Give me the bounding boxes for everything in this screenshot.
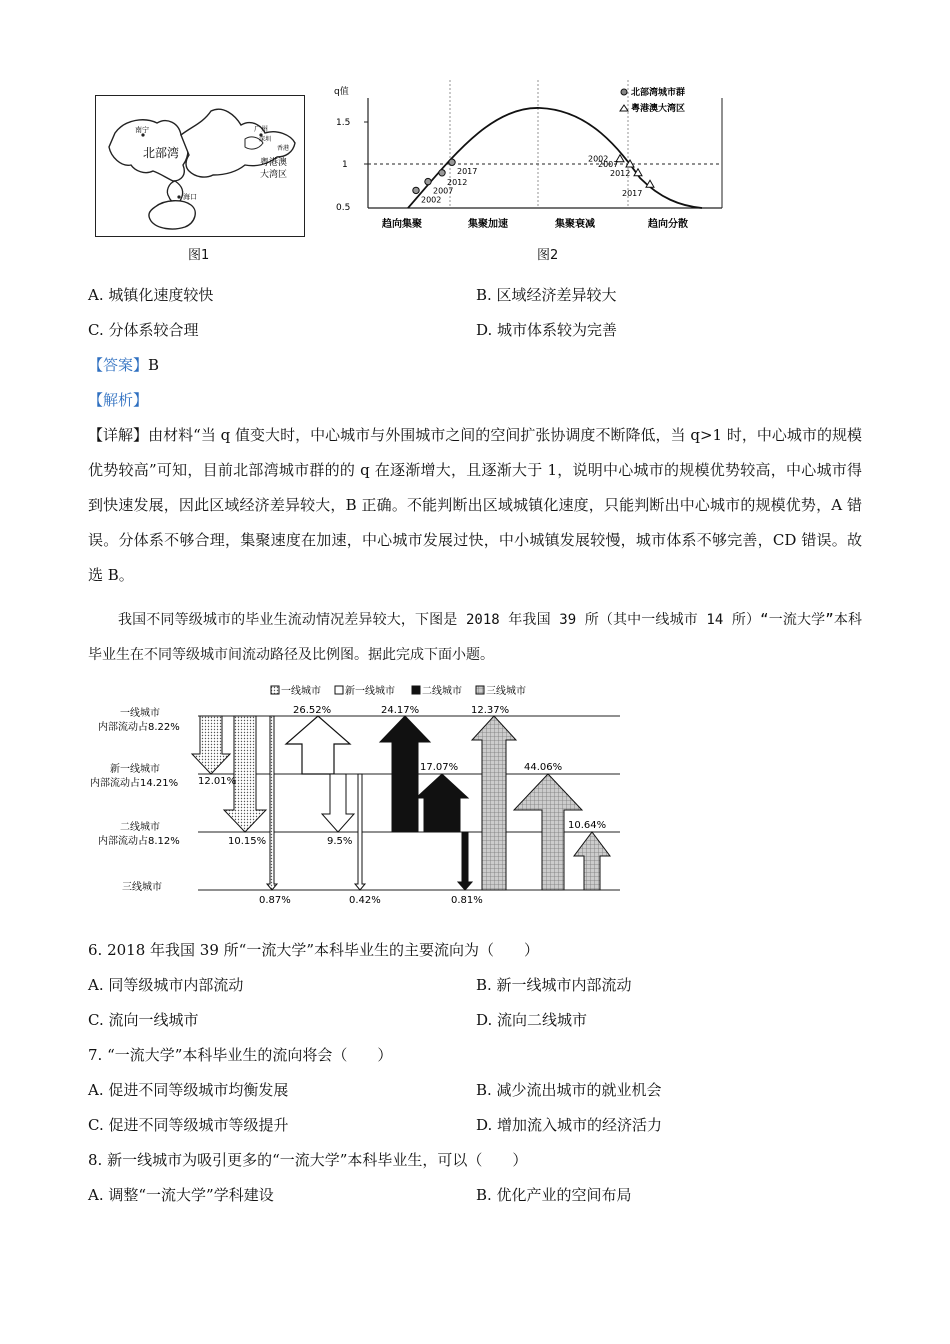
- fig3-flow-t1-to-new: 12.01%: [198, 776, 237, 787]
- map-label-beibuwan: 北部湾: [143, 146, 180, 160]
- fig2-gba-year-label: 2007: [598, 160, 619, 169]
- fig2-legend-triangle-icon: [620, 105, 628, 111]
- figure1-map: [95, 95, 305, 237]
- fig3-flow-t3-to-new: 44.06%: [524, 762, 563, 773]
- fig3-flow-t2-to-new: 17.07%: [420, 762, 459, 773]
- fig3-legend-new-tier1: 新一线城市: [345, 686, 395, 697]
- map-label-haikou: 海口: [183, 193, 197, 201]
- fig3-flow-t1-to-t3: 0.87%: [259, 895, 291, 906]
- figure3-flow-svg: [90, 680, 630, 910]
- fig3-label-tier2-internal: 内部流动占8.12%: [98, 836, 180, 847]
- q6-option-d[interactable]: D. 流向二线城市: [476, 1011, 588, 1029]
- fig3-flow-t3-to-t1: 12.37%: [471, 705, 510, 716]
- q7-option-b[interactable]: B. 减少流出城市的就业机会: [476, 1081, 662, 1099]
- fig2-y-axis-label: q值: [334, 87, 349, 97]
- fig2-gba-year-label: 2017: [622, 189, 643, 199]
- fig3-legend-tier1: 一线城市: [281, 686, 321, 697]
- map-label-shenzhen: 深圳: [259, 136, 272, 143]
- fig3-arrow-t3-to-t1: [472, 716, 516, 890]
- fig3-legend-tier2-icon: [412, 686, 420, 694]
- q8-stem: 8. 新一线城市为吸引更多的“一流大学”本科毕业生，可以（ ）: [88, 1151, 528, 1169]
- map-label-hongkong: 香港: [277, 145, 290, 152]
- fig2-series-marks: [413, 155, 654, 205]
- fig3-legend-tier3: 三线城市: [486, 686, 526, 697]
- fig2-gba-year-label: 2012: [610, 168, 631, 178]
- fig3-label-new-tier1: 新一线城市: [110, 764, 160, 775]
- fig3-flow-t1-to-t2: 10.15%: [228, 836, 267, 847]
- fig3-flow-new-to-t3: 0.42%: [349, 895, 381, 906]
- q7-option-a[interactable]: A. 促进不同等级城市均衡发展: [88, 1081, 289, 1099]
- map-label-gba: 粤港澳: [260, 158, 288, 168]
- fig3-legend-tier3-icon: [476, 686, 484, 694]
- map-label-gba2: 大湾区: [260, 170, 288, 180]
- q6-stem: 6. 2018 年我国 39 所“一流大学”本科毕业生的主要流向为（ ）: [88, 941, 539, 959]
- q8-option-a[interactable]: A. 调整“一流大学”学科建设: [88, 1186, 274, 1204]
- q5-option-b[interactable]: B. 区域经济差异较大: [476, 286, 617, 304]
- intro-paragraph: 我国不同等级城市的毕业生流动情况差异较大，下图是 2018 年我国 39 所（其中一线城市 14 所）“一流大学”本科毕业生在不同等级城市间流动路径及比例图。据此完成下面小题。: [88, 612, 862, 663]
- fig2-beibuwan-year-label: 2012: [447, 177, 468, 187]
- fig2-y-tick-0-5: 0.5: [336, 203, 351, 213]
- fig3-legend-new-tier1-icon: [335, 686, 343, 694]
- q7-option-c[interactable]: C. 促进不同等级城市等级提升: [88, 1116, 289, 1134]
- fig3-flow-t3-to-t2: 10.64%: [568, 820, 607, 831]
- fig2-beibuwan-year-label: 2002: [421, 195, 442, 205]
- fig3-arrow-t2-to-t3: [458, 832, 472, 890]
- q7-stem: 7. “一流大学”本科毕业生的流向将会（ ）: [88, 1046, 393, 1064]
- map-label-guangzhou: 广州: [254, 125, 268, 133]
- fig2-stage-4: 趋向分散: [648, 219, 688, 230]
- fig3-label-new-tier1-internal: 内部流动占14.21%: [90, 778, 179, 789]
- figure3-flow-chart: [90, 680, 630, 910]
- fig3-legend-tier2: 二线城市: [422, 686, 462, 697]
- detail-paragraph: [88, 418, 862, 593]
- fig2-beibuwan-point: [439, 170, 445, 176]
- fig2-stage-3: 集聚衰减: [555, 219, 595, 230]
- q5-option-d[interactable]: D. 城市体系较为完善: [476, 321, 618, 339]
- fig2-legend-gba: 粤港澳大湾区: [631, 104, 686, 114]
- fig3-arrow-new-to-t1: [286, 716, 350, 774]
- fig2-y-tick-1-5: 1.5: [336, 118, 351, 128]
- q5-option-a[interactable]: A. 城镇化速度较快: [88, 286, 214, 304]
- fig2-beibuwan-year-label: 2017: [457, 167, 478, 177]
- answer-label: 【答案】: [88, 356, 149, 374]
- answer-line: [88, 355, 159, 375]
- figure2-caption: 图2: [537, 248, 559, 263]
- detail-label: 【详解】: [88, 426, 149, 444]
- fig3-flow-t2-to-t3: 0.81%: [451, 895, 483, 906]
- figure1-map-svg: [95, 95, 305, 237]
- figure2-chart-svg: [330, 80, 730, 238]
- q6-option-c[interactable]: C. 流向一线城市: [88, 1011, 199, 1029]
- figure2-chart: [330, 80, 730, 238]
- fig3-label-tier1-internal: 内部流动占8.22%: [98, 722, 180, 733]
- fig3-arrow-t2-to-new: [416, 774, 468, 832]
- fig3-flow-new-to-t2: 9.5%: [327, 836, 353, 847]
- fig2-y-tick-1: 1: [342, 160, 348, 170]
- fig3-flow-new-to-t1: 26.52%: [293, 705, 332, 716]
- answer-value: B: [148, 356, 160, 374]
- q6-option-a[interactable]: A. 同等级城市内部流动: [88, 976, 244, 994]
- fig3-arrow-t1-to-t3: [267, 716, 277, 890]
- fig2-beibuwan-point: [449, 159, 455, 165]
- q6-option-b[interactable]: B. 新一线城市内部流动: [476, 976, 632, 994]
- fig3-label-tier3: 三线城市: [122, 882, 162, 893]
- fig3-legend-tier1-icon: [271, 686, 279, 694]
- q7-option-d[interactable]: D. 增加流入城市的经济活力: [476, 1116, 663, 1134]
- analysis-label: 【解析】: [88, 391, 149, 409]
- fig3-arrow-t1-to-new: [192, 716, 230, 774]
- fig3-arrow-t3-to-t2: [574, 832, 610, 890]
- map-label-nanning: 南宁: [135, 126, 149, 134]
- q8-option-b[interactable]: B. 优化产业的空间布局: [476, 1186, 632, 1204]
- fig2-gba-year-label: 2002: [588, 154, 609, 164]
- fig3-flow-t2-to-t1: 24.17%: [381, 705, 420, 716]
- fig2-beibuwan-point: [425, 178, 431, 184]
- figure1-caption: 图1: [188, 248, 210, 263]
- fig2-beibuwan-year-label: 2007: [433, 186, 454, 196]
- fig3-label-tier1: 一线城市: [120, 708, 160, 719]
- fig2-stage-1: 趋向集聚: [382, 219, 422, 230]
- fig2-legend-circle-icon: [621, 89, 627, 95]
- q5-option-c[interactable]: C. 分体系较合理: [88, 321, 199, 339]
- fig3-label-tier2: 二线城市: [120, 822, 160, 833]
- fig2-stage-2: 集聚加速: [468, 219, 508, 230]
- fig2-beibuwan-point: [413, 187, 419, 193]
- detail-text: 由材料“当 q 值变大时，中心城市与外围城市之间的空间扩张协调度不断降低，当 q>1 时，中心城市的规模优势较高”可知，目前北部湾城市群的的 q 在逐渐增大，且逐渐大于 1，说明中心城市的规模优势较高，中心城市得到快速发展，因此区域经济差异较大，B 正确。不能判断出区域城镇化速度，只能判断出中心城市的规模优势，A 错误。分体系不够合理，集聚速度在加速，中心城市发展过快，中小城镇发展较慢，城市体系不够完善，CD 错误。故选 B。: [88, 426, 862, 584]
- fig3-arrow-new-to-t2: [322, 774, 354, 832]
- fig2-legend-beibuwan: 北部湾城市群: [631, 88, 686, 98]
